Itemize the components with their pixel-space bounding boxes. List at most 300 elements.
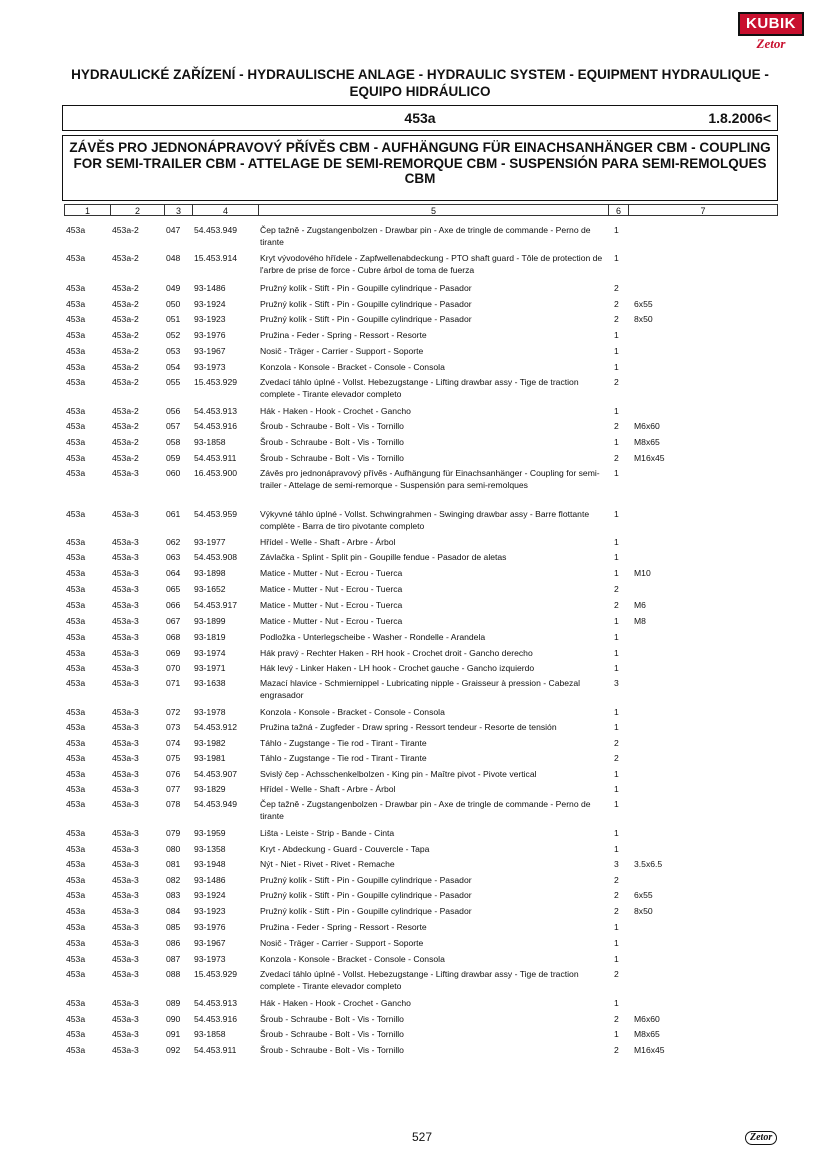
cell-ref-figure: 453a-3 — [112, 663, 139, 673]
column-header-1: 1 — [64, 204, 110, 216]
cell-description: Kryt vývodového hřídele - Zapfwellenabdeckung - PTO shaft guard - Tôle de protection de l'arbre de prise de force - Cubre árbol de toma de fuerza — [260, 253, 603, 275]
cell-position: 050 — [166, 299, 181, 309]
cell-part-number: 93-1924 — [194, 299, 226, 309]
cell-description: Konzola - Konsole - Bracket - Console - Consola — [260, 954, 445, 964]
cell-description: Pružný kolík - Stift - Pin - Goupille cylindrique - Pasador — [260, 906, 472, 916]
cell-position: 061 — [166, 509, 181, 519]
cell-part-number: 93-1358 — [194, 844, 226, 854]
cell-quantity: 1 — [614, 568, 619, 578]
cell-part-number: 16.453.900 — [194, 468, 238, 478]
cell-ref-figure: 453a-3 — [112, 906, 139, 916]
cell-part-number: 93-1923 — [194, 314, 226, 324]
cell-note: 6x55 — [634, 299, 653, 309]
cell-description: Výkyvné táhlo úplné - Vollst. Schwingrahmen - Swinging drawbar assy - Barre flottante complète - Barra de tiro pivotante completo — [260, 509, 590, 531]
cell-part-number: 93-1819 — [194, 632, 226, 642]
cell-ref-group: 453a — [66, 753, 86, 763]
cell-ref-figure: 453a-3 — [112, 468, 139, 478]
cell-part-number: 93-1899 — [194, 616, 226, 626]
cell-quantity: 2 — [614, 584, 619, 594]
cell-part-number: 54.453.916 — [194, 1014, 238, 1024]
cell-position: 069 — [166, 648, 181, 658]
cell-ref-figure: 453a-2 — [112, 406, 139, 416]
cell-part-number: 93-1959 — [194, 828, 226, 838]
cell-description: Svislý čep - Achsschenkelbolzen - King pin - Maître pivot - Pivote vertical — [260, 769, 537, 779]
cell-part-number: 54.453.949 — [194, 225, 238, 235]
column-header-row — [64, 204, 778, 216]
cell-quantity: 1 — [614, 954, 619, 964]
cell-part-number: 93-1982 — [194, 738, 226, 748]
kubik-zetor-logo — [738, 12, 804, 52]
cell-position: 075 — [166, 753, 181, 763]
cell-position: 072 — [166, 707, 181, 717]
cell-quantity: 1 — [614, 799, 619, 809]
cell-ref-group: 453a — [66, 707, 86, 717]
cell-quantity: 1 — [614, 509, 619, 519]
cell-ref-figure: 453a-3 — [112, 1045, 139, 1055]
cell-description: Konzola - Konsole - Bracket - Console - Consola — [260, 707, 445, 717]
cell-description: Čep tažně - Zugstangenbolzen - Drawbar pin - Axe de tringle de commande - Perno de tirante — [260, 799, 591, 821]
cell-ref-group: 453a — [66, 906, 86, 916]
cell-description: Nosič - Träger - Carrier - Support - Soporte — [260, 938, 424, 948]
cell-position: 073 — [166, 722, 181, 732]
cell-note: M10 — [634, 568, 651, 578]
cell-position: 062 — [166, 537, 181, 547]
cell-description: Hák - Haken - Hook - Crochet - Gancho — [260, 998, 411, 1008]
cell-quantity: 1 — [614, 330, 619, 340]
cell-position: 077 — [166, 784, 181, 794]
cell-quantity: 1 — [614, 769, 619, 779]
cell-quantity: 1 — [614, 437, 619, 447]
cell-ref-figure: 453a-3 — [112, 722, 139, 732]
cell-ref-group: 453a — [66, 377, 86, 387]
cell-quantity: 2 — [614, 753, 619, 763]
cell-ref-group: 453a — [66, 799, 86, 809]
cell-part-number: 93-1924 — [194, 890, 226, 900]
cell-part-number: 15.453.929 — [194, 969, 238, 979]
cell-ref-group: 453a — [66, 678, 86, 688]
cell-part-number: 93-1829 — [194, 784, 226, 794]
cell-quantity: 2 — [614, 377, 619, 387]
cell-ref-group: 453a — [66, 616, 86, 626]
cell-ref-group: 453a — [66, 954, 86, 964]
cell-description: Kryt - Abdeckung - Guard - Couvercle - Tapa — [260, 844, 430, 854]
cell-ref-group: 453a — [66, 253, 86, 263]
cell-ref-figure: 453a-2 — [112, 330, 139, 340]
cell-quantity: 1 — [614, 938, 619, 948]
cell-part-number: 93-1652 — [194, 584, 226, 594]
cell-ref-figure: 453a-2 — [112, 314, 139, 324]
cell-part-number: 93-1858 — [194, 1029, 226, 1039]
cell-quantity: 1 — [614, 616, 619, 626]
cell-description: Šroub - Schraube - Bolt - Vis - Tornillo — [260, 437, 404, 447]
cell-position: 070 — [166, 663, 181, 673]
cell-ref-figure: 453a-3 — [112, 784, 139, 794]
column-header-2: 2 — [110, 204, 164, 216]
cell-description: Pružina tažná - Zugfeder - Draw spring - Ressort tendeur - Resorte de tensión — [260, 722, 557, 732]
cell-quantity: 1 — [614, 828, 619, 838]
cell-ref-group: 453a — [66, 346, 86, 356]
cell-ref-group: 453a — [66, 738, 86, 748]
cell-ref-group: 453a — [66, 552, 86, 562]
cell-ref-group: 453a — [66, 922, 86, 932]
cell-ref-figure: 453a-3 — [112, 799, 139, 809]
cell-description: Pružina - Feder - Spring - Ressort - Resorte — [260, 922, 427, 932]
column-header-4: 4 — [192, 204, 258, 216]
logo-kubik-text: KUBIK — [738, 12, 804, 36]
cell-ref-group: 453a — [66, 406, 86, 416]
cell-ref-group: 453a — [66, 769, 86, 779]
group-code: 453a — [404, 110, 436, 126]
cell-description: Matice - Mutter - Nut - Ecrou - Tuerca — [260, 616, 403, 626]
cell-quantity: 1 — [614, 552, 619, 562]
cell-ref-group: 453a — [66, 663, 86, 673]
cell-ref-figure: 453a-3 — [112, 584, 139, 594]
cell-ref-figure: 453a-3 — [112, 600, 139, 610]
cell-note: M6x60 — [634, 421, 660, 431]
cell-ref-group: 453a — [66, 859, 86, 869]
cell-position: 060 — [166, 468, 181, 478]
cell-ref-group: 453a — [66, 844, 86, 854]
cell-part-number: 93-1981 — [194, 753, 226, 763]
cell-position: 083 — [166, 890, 181, 900]
cell-description: Pružný kolík - Stift - Pin - Goupille cylindrique - Pasador — [260, 314, 472, 324]
cell-description: Mazací hlavice - Schmiernippel - Lubricating nipple - Graisseur à pression - Cabezal engrasador — [260, 678, 581, 700]
cell-quantity: 1 — [614, 468, 619, 478]
cell-part-number: 93-1977 — [194, 537, 226, 547]
cell-quantity: 1 — [614, 922, 619, 932]
cell-quantity: 1 — [614, 844, 619, 854]
cell-ref-figure: 453a-3 — [112, 938, 139, 948]
cell-note: M16x45 — [634, 453, 665, 463]
cell-position: 051 — [166, 314, 181, 324]
cell-position: 084 — [166, 906, 181, 916]
cell-quantity: 2 — [614, 283, 619, 293]
cell-position: 057 — [166, 421, 181, 431]
cell-position: 076 — [166, 769, 181, 779]
cell-position: 071 — [166, 678, 181, 688]
cell-position: 079 — [166, 828, 181, 838]
cell-position: 065 — [166, 584, 181, 594]
cell-ref-figure: 453a-3 — [112, 753, 139, 763]
cell-quantity: 2 — [614, 1045, 619, 1055]
cell-quantity: 1 — [614, 362, 619, 372]
cell-ref-group: 453a — [66, 283, 86, 293]
cell-ref-figure: 453a-2 — [112, 253, 139, 263]
cell-position: 048 — [166, 253, 181, 263]
cell-ref-figure: 453a-3 — [112, 648, 139, 658]
cell-part-number: 54.453.908 — [194, 552, 238, 562]
cell-ref-figure: 453a-3 — [112, 844, 139, 854]
cell-description: Hák levý - Linker Haken - LH hook - Crochet gauche - Gancho izquierdo — [260, 663, 535, 673]
cell-quantity: 1 — [614, 1029, 619, 1039]
cell-description: Pružina - Feder - Spring - Ressort - Resorte — [260, 330, 427, 340]
cell-position: 078 — [166, 799, 181, 809]
cell-description: Konzola - Konsole - Bracket - Console - Consola — [260, 362, 445, 372]
cell-description: Matice - Mutter - Nut - Ecrou - Tuerca — [260, 600, 403, 610]
cell-description: Pružný kolík - Stift - Pin - Goupille cylindrique - Pasador — [260, 299, 472, 309]
cell-part-number: 54.453.912 — [194, 722, 238, 732]
cell-position: 047 — [166, 225, 181, 235]
cell-description: Šroub - Schraube - Bolt - Vis - Tornillo — [260, 421, 404, 431]
cell-position: 053 — [166, 346, 181, 356]
cell-position: 082 — [166, 875, 181, 885]
group-header-box — [62, 105, 778, 131]
cell-part-number: 93-1974 — [194, 648, 226, 658]
cell-part-number: 54.453.949 — [194, 799, 238, 809]
cell-position: 090 — [166, 1014, 181, 1024]
cell-ref-figure: 453a-3 — [112, 890, 139, 900]
cell-description: Matice - Mutter - Nut - Ecrou - Tuerca — [260, 568, 403, 578]
cell-part-number: 93-1898 — [194, 568, 226, 578]
cell-position: 085 — [166, 922, 181, 932]
cell-ref-group: 453a — [66, 998, 86, 1008]
cell-description: Pružný kolík - Stift - Pin - Goupille cylindrique - Pasador — [260, 875, 472, 885]
cell-ref-figure: 453a-2 — [112, 362, 139, 372]
cell-ref-figure: 453a-2 — [112, 346, 139, 356]
cell-position: 055 — [166, 377, 181, 387]
cell-ref-group: 453a — [66, 648, 86, 658]
cell-ref-figure: 453a-3 — [112, 738, 139, 748]
cell-description: Lišta - Leiste - Strip - Bande - Cinta — [260, 828, 395, 838]
cell-description: Závěs pro jednonápravový přívěs - Aufhängung für Einachsanhänger - Coupling for semi-trailer - Attelage de semi-remorque - Suspensión para semi-remolques — [260, 468, 600, 490]
cell-part-number: 93-1486 — [194, 875, 226, 885]
cell-part-number: 54.453.911 — [194, 453, 237, 463]
cell-note: M8 — [634, 616, 646, 626]
cell-note: 3.5x6.5 — [634, 859, 663, 869]
cell-position: 091 — [166, 1029, 181, 1039]
cell-ref-figure: 453a-3 — [112, 1014, 139, 1024]
cell-ref-group: 453a — [66, 314, 86, 324]
cell-ref-group: 453a — [66, 568, 86, 578]
cell-quantity: 1 — [614, 648, 619, 658]
cell-quantity: 1 — [614, 632, 619, 642]
cell-description: Šroub - Schraube - Bolt - Vis - Tornillo — [260, 1029, 404, 1039]
cell-position: 081 — [166, 859, 181, 869]
cell-part-number: 93-1948 — [194, 859, 226, 869]
cell-ref-group: 453a — [66, 1029, 86, 1039]
cell-position: 089 — [166, 998, 181, 1008]
cell-ref-group: 453a — [66, 362, 86, 372]
cell-position: 058 — [166, 437, 181, 447]
cell-position: 066 — [166, 600, 181, 610]
cell-ref-group: 453a — [66, 890, 86, 900]
cell-ref-figure: 453a-2 — [112, 453, 139, 463]
cell-part-number: 93-1976 — [194, 922, 226, 932]
cell-quantity: 1 — [614, 225, 619, 235]
cell-ref-group: 453a — [66, 421, 86, 431]
cell-part-number: 54.453.911 — [194, 1045, 237, 1055]
cell-ref-figure: 453a-3 — [112, 769, 139, 779]
cell-part-number: 93-1967 — [194, 346, 226, 356]
cell-note: M8x65 — [634, 437, 660, 447]
cell-description: Zvedací táhlo úplné - Vollst. Hebezugstange - Lifting drawbar assy - Tige de traction complete - Tirante elevador completo — [260, 969, 579, 991]
cell-ref-group: 453a — [66, 509, 86, 519]
cell-ref-figure: 453a-3 — [112, 875, 139, 885]
cell-position: 049 — [166, 283, 181, 293]
cell-ref-figure: 453a-3 — [112, 969, 139, 979]
cell-quantity: 2 — [614, 969, 619, 979]
cell-part-number: 93-1967 — [194, 938, 226, 948]
cell-quantity: 1 — [614, 784, 619, 794]
cell-position: 068 — [166, 632, 181, 642]
cell-ref-figure: 453a-2 — [112, 377, 139, 387]
cell-ref-figure: 453a-3 — [112, 568, 139, 578]
cell-note: 8x50 — [634, 906, 653, 916]
cell-ref-figure: 453a-3 — [112, 954, 139, 964]
cell-quantity: 3 — [614, 859, 619, 869]
cell-ref-figure: 453a-2 — [112, 283, 139, 293]
cell-position: 087 — [166, 954, 181, 964]
cell-ref-figure: 453a-3 — [112, 509, 139, 519]
cell-description: Táhlo - Zugstange - Tie rod - Tirant - Tirante — [260, 753, 427, 763]
cell-ref-group: 453a — [66, 828, 86, 838]
cell-description: Podložka - Unterlegscheibe - Washer - Rondelle - Arandela — [260, 632, 486, 642]
cell-ref-group: 453a — [66, 330, 86, 340]
cell-ref-figure: 453a-3 — [112, 707, 139, 717]
cell-ref-group: 453a — [66, 632, 86, 642]
cell-part-number: 54.453.907 — [194, 769, 238, 779]
cell-description: Hřídel - Welle - Shaft - Arbre - Árbol — [260, 784, 396, 794]
cell-quantity: 1 — [614, 253, 619, 263]
cell-ref-group: 453a — [66, 468, 86, 478]
validity-date: 1.8.2006< — [708, 110, 771, 126]
cell-quantity: 3 — [614, 678, 619, 688]
cell-description: Pružný kolík - Stift - Pin - Goupille cylindrique - Pasador — [260, 283, 472, 293]
cell-quantity: 2 — [614, 314, 619, 324]
cell-position: 067 — [166, 616, 181, 626]
cell-position: 088 — [166, 969, 181, 979]
cell-part-number: 93-1486 — [194, 283, 226, 293]
cell-quantity: 2 — [614, 453, 619, 463]
cell-part-number: 15.453.929 — [194, 377, 238, 387]
cell-ref-figure: 453a-2 — [112, 225, 139, 235]
section-title-box — [62, 135, 778, 201]
cell-quantity: 1 — [614, 406, 619, 416]
cell-quantity: 1 — [614, 707, 619, 717]
cell-quantity: 2 — [614, 299, 619, 309]
cell-position: 054 — [166, 362, 181, 372]
cell-part-number: 54.453.913 — [194, 998, 238, 1008]
cell-position: 064 — [166, 568, 181, 578]
cell-ref-group: 453a — [66, 938, 86, 948]
cell-ref-figure: 453a-2 — [112, 437, 139, 447]
cell-description: Šroub - Schraube - Bolt - Vis - Tornillo — [260, 1014, 404, 1024]
cell-quantity: 1 — [614, 537, 619, 547]
cell-part-number: 54.453.959 — [194, 509, 238, 519]
cell-description: Závlačka - Splint - Split pin - Goupille fendue - Pasador de aletas — [260, 552, 507, 562]
cell-quantity: 1 — [614, 998, 619, 1008]
cell-ref-figure: 453a-3 — [112, 537, 139, 547]
cell-ref-figure: 453a-3 — [112, 828, 139, 838]
cell-quantity: 2 — [614, 890, 619, 900]
cell-ref-figure: 453a-3 — [112, 998, 139, 1008]
cell-note: M8x65 — [634, 1029, 660, 1039]
cell-ref-group: 453a — [66, 722, 86, 732]
cell-note: M6x60 — [634, 1014, 660, 1024]
cell-ref-group: 453a — [66, 875, 86, 885]
cell-quantity: 2 — [614, 875, 619, 885]
cell-part-number: 54.453.916 — [194, 421, 238, 431]
column-header-3: 3 — [164, 204, 192, 216]
cell-description: Šroub - Schraube - Bolt - Vis - Tornillo — [260, 453, 404, 463]
cell-ref-figure: 453a-3 — [112, 632, 139, 642]
cell-ref-figure: 453a-3 — [112, 1029, 139, 1039]
cell-position: 092 — [166, 1045, 181, 1055]
cell-description: Hák pravý - Rechter Haken - RH hook - Crochet droit - Gancho derecho — [260, 648, 533, 658]
cell-position: 074 — [166, 738, 181, 748]
cell-description: Hřídel - Welle - Shaft - Arbre - Árbol — [260, 537, 396, 547]
cell-part-number: 54.453.917 — [194, 600, 238, 610]
cell-description: Nýt - Niet - Rivet - Rivet - Remache — [260, 859, 395, 869]
cell-quantity: 2 — [614, 600, 619, 610]
column-header-5: 5 — [258, 204, 608, 216]
cell-ref-group: 453a — [66, 584, 86, 594]
cell-quantity: 1 — [614, 663, 619, 673]
cell-ref-figure: 453a-3 — [112, 859, 139, 869]
cell-ref-group: 453a — [66, 437, 86, 447]
cell-description: Táhlo - Zugstange - Tie rod - Tirant - Tirante — [260, 738, 427, 748]
cell-part-number: 93-1971 — [194, 663, 226, 673]
cell-ref-group: 453a — [66, 225, 86, 235]
page-title: HYDRAULICKÉ ZAŘÍZENÍ - HYDRAULISCHE ANLAGE - HYDRAULIC SYSTEM - EQUIPMENT HYDRAULIQUE - EQUIPO HIDRÁULICO — [71, 67, 769, 99]
cell-ref-figure: 453a-3 — [112, 552, 139, 562]
cell-note: 8x50 — [634, 314, 653, 324]
cell-note: 6x55 — [634, 890, 653, 900]
cell-ref-group: 453a — [66, 537, 86, 547]
logo-zetor-text: Zetor — [756, 36, 786, 51]
cell-ref-group: 453a — [66, 969, 86, 979]
cell-ref-figure: 453a-3 — [112, 616, 139, 626]
cell-ref-group: 453a — [66, 600, 86, 610]
column-header-7: 7 — [628, 204, 778, 216]
cell-position: 063 — [166, 552, 181, 562]
cell-description: Šroub - Schraube - Bolt - Vis - Tornillo — [260, 1045, 404, 1055]
cell-ref-group: 453a — [66, 1014, 86, 1024]
column-header-6: 6 — [608, 204, 628, 216]
cell-quantity: 1 — [614, 346, 619, 356]
cell-quantity: 2 — [614, 906, 619, 916]
cell-quantity: 1 — [614, 722, 619, 732]
cell-ref-group: 453a — [66, 784, 86, 794]
cell-position: 080 — [166, 844, 181, 854]
cell-ref-figure: 453a-3 — [112, 922, 139, 932]
cell-description: Nosič - Träger - Carrier - Support - Soporte — [260, 346, 424, 356]
section-title: ZÁVĚS PRO JEDNONÁPRAVOVÝ PŘÍVĚS CBM - AUFHÄNGUNG FÜR EINACHSANHÄNGER CBM - COUPLING FOR SEMI-TRAILER CBM - ATTELAGE DE SEMI-REMORQUE CBM - SUSPENSIÓN PARA SEMI-REMOLQUES CBM — [69, 140, 771, 186]
cell-ref-group: 453a — [66, 453, 86, 463]
page-number: 527 — [411, 1130, 433, 1144]
cell-part-number: 93-1973 — [194, 362, 226, 372]
cell-part-number: 93-1923 — [194, 906, 226, 916]
cell-description: Pružný kolík - Stift - Pin - Goupille cylindrique - Pasador — [260, 890, 472, 900]
cell-position: 052 — [166, 330, 181, 340]
cell-position: 059 — [166, 453, 181, 463]
cell-part-number: 93-1638 — [194, 678, 226, 688]
footer-zetor-logo: Zetor — [745, 1131, 777, 1145]
cell-part-number: 93-1978 — [194, 707, 226, 717]
cell-description: Matice - Mutter - Nut - Ecrou - Tuerca — [260, 584, 403, 594]
cell-position: 056 — [166, 406, 181, 416]
cell-quantity: 2 — [614, 421, 619, 431]
cell-part-number: 93-1973 — [194, 954, 226, 964]
cell-part-number: 93-1858 — [194, 437, 226, 447]
cell-ref-group: 453a — [66, 299, 86, 309]
cell-part-number: 93-1976 — [194, 330, 226, 340]
cell-ref-figure: 453a-2 — [112, 421, 139, 431]
cell-description: Zvedací táhlo úplné - Vollst. Hebezugstange - Lifting drawbar assy - Tige de traction complete - Tirante elevador completo — [260, 377, 579, 399]
cell-ref-figure: 453a-3 — [112, 678, 139, 688]
cell-part-number: 15.453.914 — [194, 253, 238, 263]
cell-quantity: 2 — [614, 1014, 619, 1024]
